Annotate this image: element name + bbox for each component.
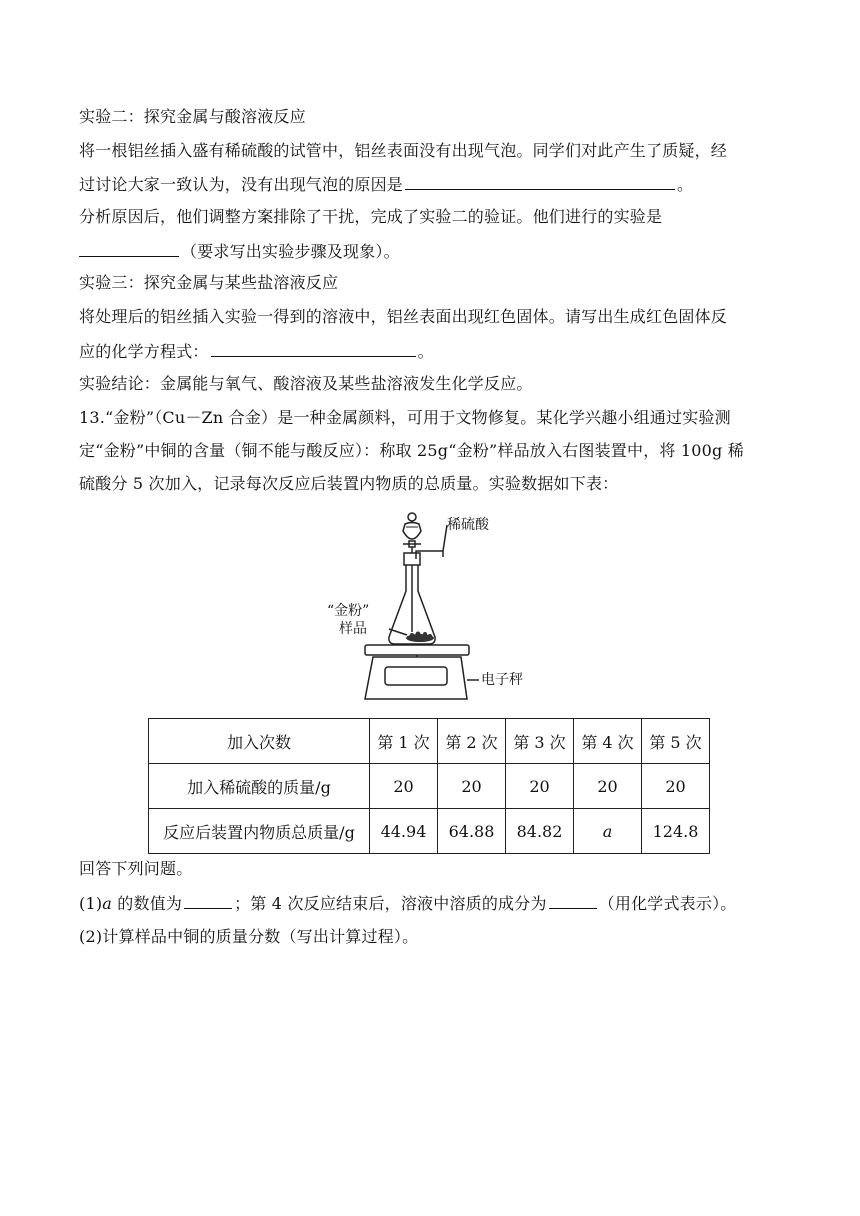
text-line <box>79 173 693 195</box>
table-header-cell: 第 3 次 <box>506 719 574 764</box>
text-segment: 应的化学方程式： <box>79 342 209 361</box>
variable-a: a <box>102 894 113 913</box>
text-segment: (1) <box>79 894 103 913</box>
answer-blank[interactable] <box>211 340 416 357</box>
text-segment: ；第 4 次反应结束后，溶液中溶质的成分为 <box>234 894 547 913</box>
question-2-line: (2)计算样品中铜的质量分数（写出计算过程）。 <box>79 927 419 946</box>
scale-label: 电子秤 <box>481 672 523 688</box>
apparatus-figure <box>327 507 555 707</box>
answer-blank[interactable] <box>405 173 675 190</box>
sample-label-2: 样品 <box>339 621 367 637</box>
table-cell: 20 <box>506 764 574 809</box>
text-segment: 。 <box>417 342 434 361</box>
conclusion-line: 实验结论：金属能与氧气、酸溶液及某些盐溶液发生化学反应。 <box>79 374 533 393</box>
table-cell: 44.94 <box>370 809 438 854</box>
table-row <box>149 809 710 854</box>
text-line <box>79 240 400 262</box>
answer-blank[interactable] <box>79 240 179 257</box>
text-line: 将处理后的铝丝插入实验一得到的溶液中，铝丝表面出现红色固体。请写出生成红色固体反 <box>79 307 728 326</box>
text-line: 分析原因后，他们调整方案排除了干扰，完成了实验二的验证。他们进行的实验是 <box>79 207 663 226</box>
acid-label: 稀硫酸 <box>447 517 489 533</box>
table-cell: 20 <box>438 764 506 809</box>
table-header-cell: 第 2 次 <box>438 719 506 764</box>
text-line: 定“金粉”中铜的含量（铜不能与酸反应）：称取 25g“金粉”样品放入右图装置中，将 100g 稀 <box>79 441 744 460</box>
text-segment: 的数值为 <box>112 894 183 913</box>
table-header-cell: 加入次数 <box>149 719 370 764</box>
table-row <box>149 764 710 809</box>
table-header-row <box>149 719 710 764</box>
text-segment: 过讨论大家一致认为，没有出现气泡的原因是 <box>79 175 404 194</box>
text-segment: （要求写出实验步骤及现象）。 <box>181 242 400 261</box>
question-1-line <box>79 892 736 914</box>
section-title-experiment-3: 实验三：探究金属与某些盐溶液反应 <box>79 273 339 292</box>
data-table <box>148 718 710 854</box>
table-header-cell: 第 1 次 <box>370 719 438 764</box>
table-cell: 20 <box>642 764 710 809</box>
table-cell: 64.88 <box>438 809 506 854</box>
sample-powder <box>406 632 434 643</box>
table-header-cell: 第 5 次 <box>642 719 710 764</box>
questions-intro: 回答下列问题。 <box>79 859 193 878</box>
text-line: 将一根铝丝插入盛有稀硫酸的试管中，铝丝表面没有出现气泡。同学们对此产生了质疑，经 <box>79 141 728 160</box>
table-header-cell: 第 4 次 <box>574 719 642 764</box>
text-line <box>79 340 434 362</box>
table-cell: 20 <box>370 764 438 809</box>
apparatus-drawing <box>355 507 555 707</box>
text-segment: （用化学式表示）。 <box>598 894 737 913</box>
sample-label-1: “金粉” <box>327 603 370 619</box>
text-line: 硫酸分 5 次加入，记录每次反应后装置内物质的总质量。实验数据如下表： <box>79 474 619 493</box>
table-cell: 124.8 <box>642 809 710 854</box>
table-cell: 20 <box>574 764 642 809</box>
question-13-line: 13.“金粉”（Cu－Zn 合金）是一种金属颜料，可用于文物修复。某化学兴趣小组通过实验测 <box>79 408 731 427</box>
table-cell: 84.82 <box>506 809 574 854</box>
answer-blank[interactable] <box>549 892 597 909</box>
text-segment: 。 <box>677 175 694 194</box>
section-title-experiment-2: 实验二：探究金属与酸溶液反应 <box>79 107 306 126</box>
answer-blank[interactable] <box>184 892 232 909</box>
table-cell: 加入稀硫酸的质量/g <box>149 764 370 809</box>
table-cell: 反应后装置内物质总质量/g <box>149 809 370 854</box>
table-cell-unknown-a: a <box>574 809 642 854</box>
